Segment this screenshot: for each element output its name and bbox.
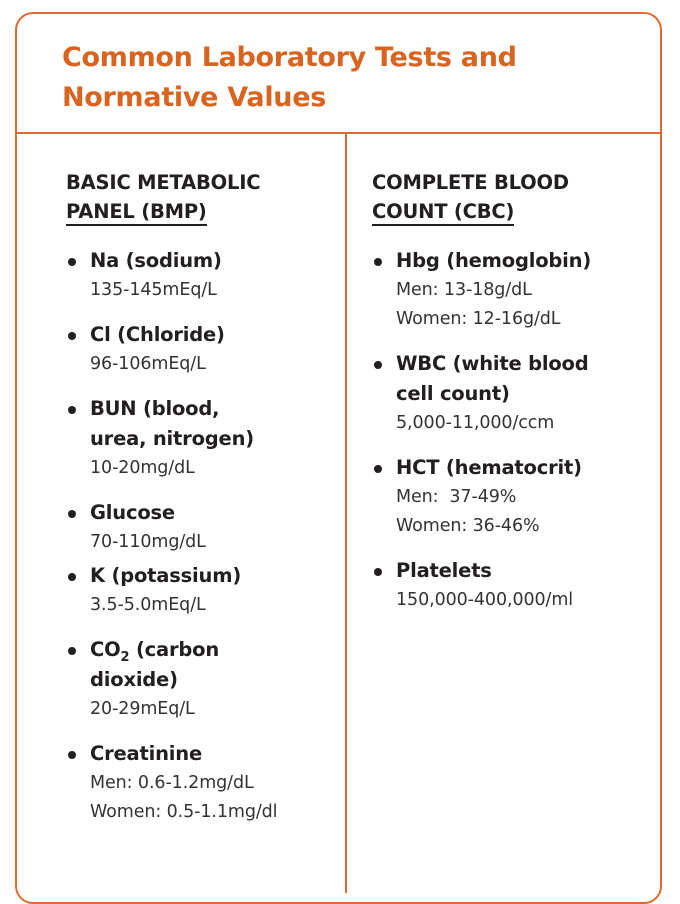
test-name: Hbg (hemoglobin) <box>396 249 592 272</box>
test-name: K (potassium) <box>90 564 242 587</box>
bullet-icon <box>68 258 76 266</box>
cbc-column <box>372 168 657 630</box>
title-line-1: Common Laboratory Tests and <box>62 42 517 73</box>
cbc-heading <box>372 168 657 226</box>
co2-formula: CO <box>90 638 121 661</box>
list-item-platelets <box>372 556 657 615</box>
list-item-bun <box>66 394 341 483</box>
list-item-potassium <box>66 561 341 620</box>
column-divider <box>345 133 347 893</box>
bmp-heading-line-2: PANEL (BMP) <box>66 200 207 226</box>
test-name: Creatinine <box>90 742 202 765</box>
test-value-women: Women: 0.5-1.1mg/dl <box>90 802 278 822</box>
test-name <box>90 635 341 665</box>
test-name: BUN (blood, <box>90 397 220 420</box>
bmp-column <box>66 168 341 842</box>
bullet-icon <box>374 465 382 473</box>
list-item-creatinine <box>66 739 341 827</box>
test-value-women: Women: 36-46% <box>396 516 540 536</box>
test-name-cont: urea, nitrogen) <box>90 427 254 450</box>
test-value: 20-29mEq/L <box>90 699 195 719</box>
test-value: 3.5-5.0mEq/L <box>90 595 206 615</box>
list-item-hematocrit <box>372 453 657 541</box>
co2-name-rest: (carbon <box>129 638 220 661</box>
cbc-heading-line-1: COMPLETE BLOOD <box>372 171 569 194</box>
list-item-sodium <box>66 246 341 305</box>
test-name: Platelets <box>396 559 492 582</box>
bullet-icon <box>68 573 76 581</box>
test-value-men: Men: 13-18g/dL <box>396 280 532 300</box>
list-item-hemoglobin <box>372 246 657 334</box>
test-name: WBC (white blood <box>396 352 589 375</box>
page-title <box>62 38 517 118</box>
bmp-heading <box>66 168 341 226</box>
list-item-wbc <box>372 349 657 438</box>
test-name: HCT (hematocrit) <box>396 456 582 479</box>
list-item-glucose <box>66 498 341 557</box>
test-name: Glucose <box>90 501 175 524</box>
bullet-icon <box>68 751 76 759</box>
test-name-cont: cell count) <box>396 382 510 405</box>
test-name: Cl (Chloride) <box>90 323 225 346</box>
bullet-icon <box>374 361 382 369</box>
test-value: 135-145mEq/L <box>90 280 217 300</box>
bullet-icon <box>374 568 382 576</box>
cbc-heading-line-2: COUNT (CBC) <box>372 200 514 226</box>
list-item-chloride <box>66 320 341 379</box>
test-name-cont: dioxide) <box>90 668 178 691</box>
bullet-icon <box>68 406 76 414</box>
test-value: 10-20mg/dL <box>90 458 195 478</box>
test-value: 5,000-11,000/ccm <box>396 413 555 433</box>
list-item-co2 <box>66 635 341 724</box>
title-line-2: Normative Values <box>62 82 326 113</box>
co2-subscript: 2 <box>120 650 130 665</box>
header-divider <box>16 132 661 134</box>
test-value: 150,000-400,000/ml <box>396 590 574 610</box>
bullet-icon <box>68 510 76 518</box>
bullet-icon <box>68 332 76 340</box>
test-value-men: Men: 0.6-1.2mg/dL <box>90 773 254 793</box>
bullet-icon <box>374 258 382 266</box>
test-value: 96-106mEq/L <box>90 354 206 374</box>
bmp-heading-line-1: BASIC METABOLIC <box>66 171 261 194</box>
test-value-men: Men: 37-49% <box>396 487 517 507</box>
test-value: 70-110mg/dL <box>90 532 206 552</box>
test-value-women: Women: 12-16g/dL <box>396 309 561 329</box>
bullet-icon <box>68 647 76 655</box>
test-name: Na (sodium) <box>90 249 222 272</box>
